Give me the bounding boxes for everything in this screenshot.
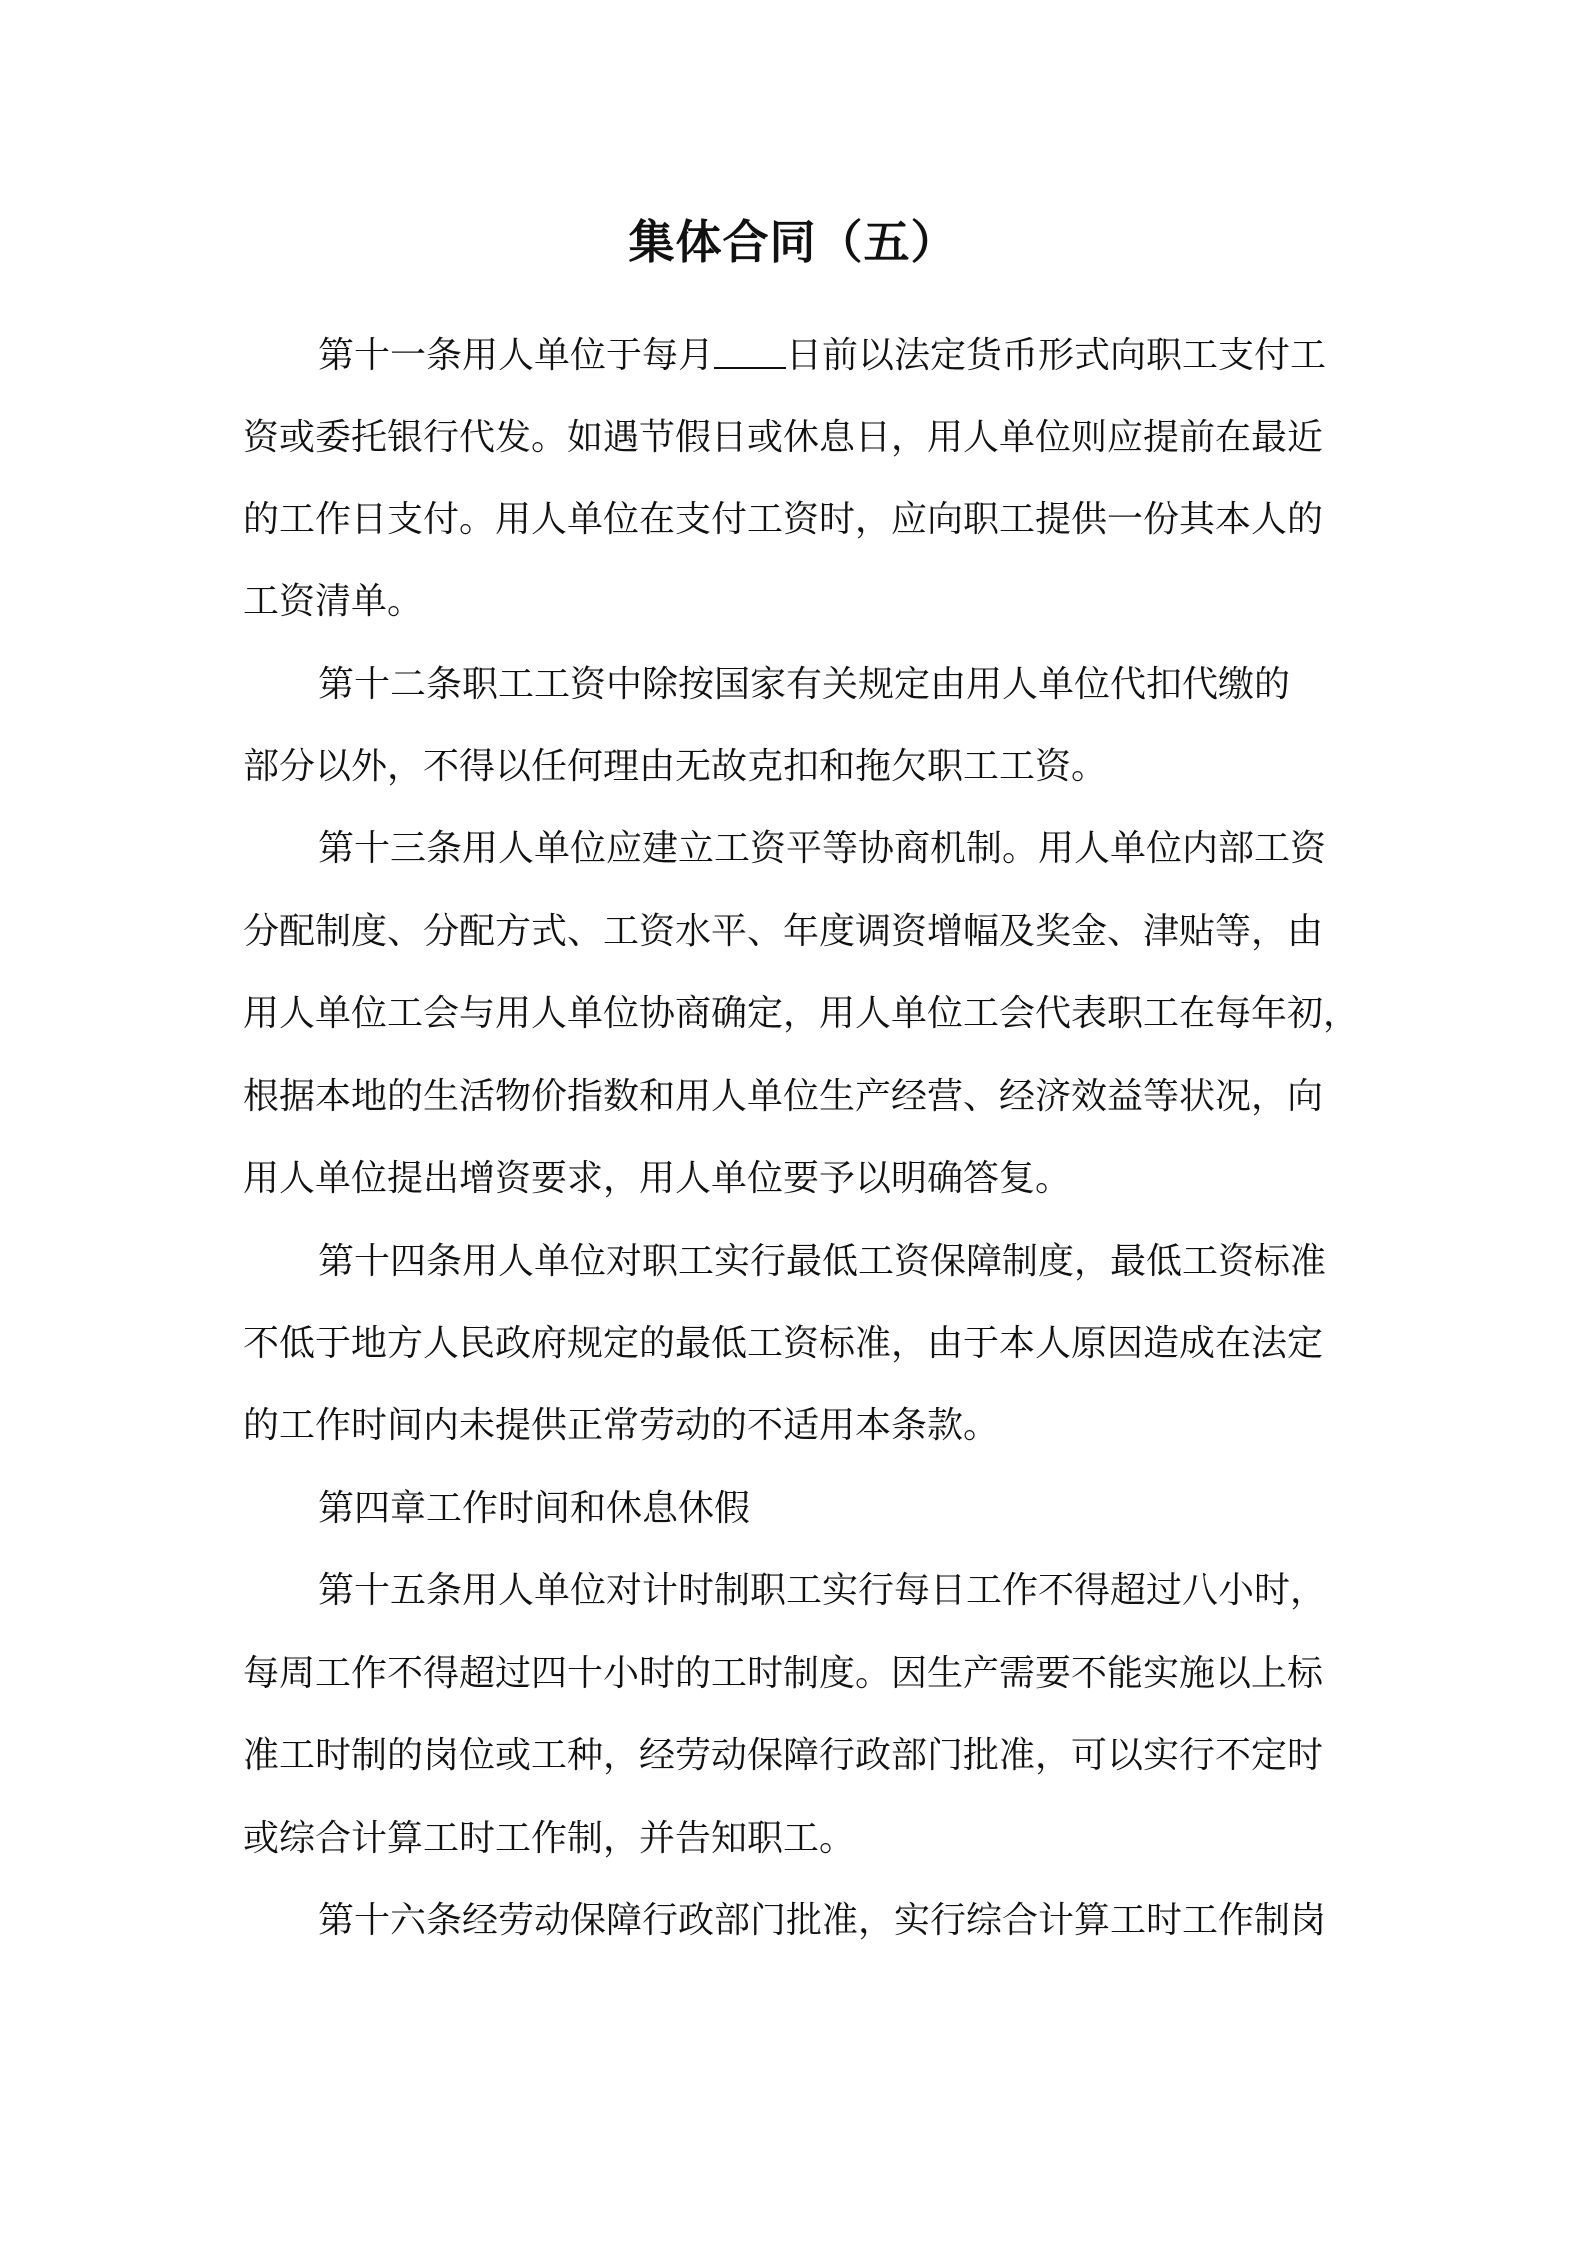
article-14-line-3: 的工作时间内未提供正常劳动的不适用本条款。 (243, 1405, 1000, 1446)
article-15-line-3: 准工时制的岗位或工种，经劳动保障行政部门批准，可以实行不定时 (243, 1735, 1324, 1776)
article-16-line-1: 第十六条经劳动保障行政部门批准，实行综合计算工时工作制岗 (318, 1900, 1327, 1941)
article-13-line-5: 用人单位提出增资要求，用人单位要予以明确答复。 (243, 1158, 1072, 1199)
article-11-line-1 (318, 330, 1326, 382)
article-13-line-3: 用人单位工会与用人单位协商确定，用人单位工会代表职工在每年初， (243, 993, 1360, 1034)
article-11-line-3: 的工作日支付。用人单位在支付工资时，应向职工提供一份其本人的 (243, 499, 1324, 540)
article-13-line-2: 分配制度、分配方式、工资水平、年度调资增幅及奖金、津贴等，由 (243, 911, 1324, 952)
article-11-line-4: 工资清单。 (243, 581, 424, 622)
fill-in-blank (714, 335, 786, 369)
article-13-line-1: 第十三条用人单位应建立工资平等协商机制。用人单位内部工资 (318, 828, 1327, 869)
article-15-line-1: 第十五条用人单位对计时制职工实行每日工作不得超过八小时， (318, 1570, 1327, 1611)
article-12-line-1: 第十二条职工工资中除按国家有关规定由用人单位代扣代缴的 (318, 664, 1291, 705)
article-13-line-4: 根据本地的生活物价指数和用人单位生产经营、经济效益等状况，向 (243, 1076, 1324, 1117)
article-12-line-2: 部分以外，不得以任何理由无故克扣和拖欠职工工资。 (243, 746, 1108, 787)
document-title: 集体合同（五） (628, 215, 958, 269)
article-14-line-2: 不低于地方人民政府规定的最低工资标准，由于本人原因造成在法定 (243, 1323, 1324, 1364)
article-14-line-1: 第十四条用人单位对职工实行最低工资保障制度，最低工资标准 (318, 1241, 1327, 1282)
chapter-heading: 第四章工作时间和休息休假 (318, 1488, 751, 1529)
article-11-text-a: 第十一条用人单位于每月 (318, 335, 715, 376)
article-15-line-2: 每周工作不得超过四十小时的工时制度。因生产需要不能实施以上标 (243, 1653, 1324, 1694)
article-11-text-b: 日前以法定货币形式向职工支付工 (786, 335, 1327, 376)
article-15-line-4: 或综合计算工时工作制，并告知职工。 (243, 1818, 856, 1859)
article-11-line-2: 资或委托银行代发。如遇节假日或休息日，用人单位则应提前在最近 (243, 417, 1324, 458)
